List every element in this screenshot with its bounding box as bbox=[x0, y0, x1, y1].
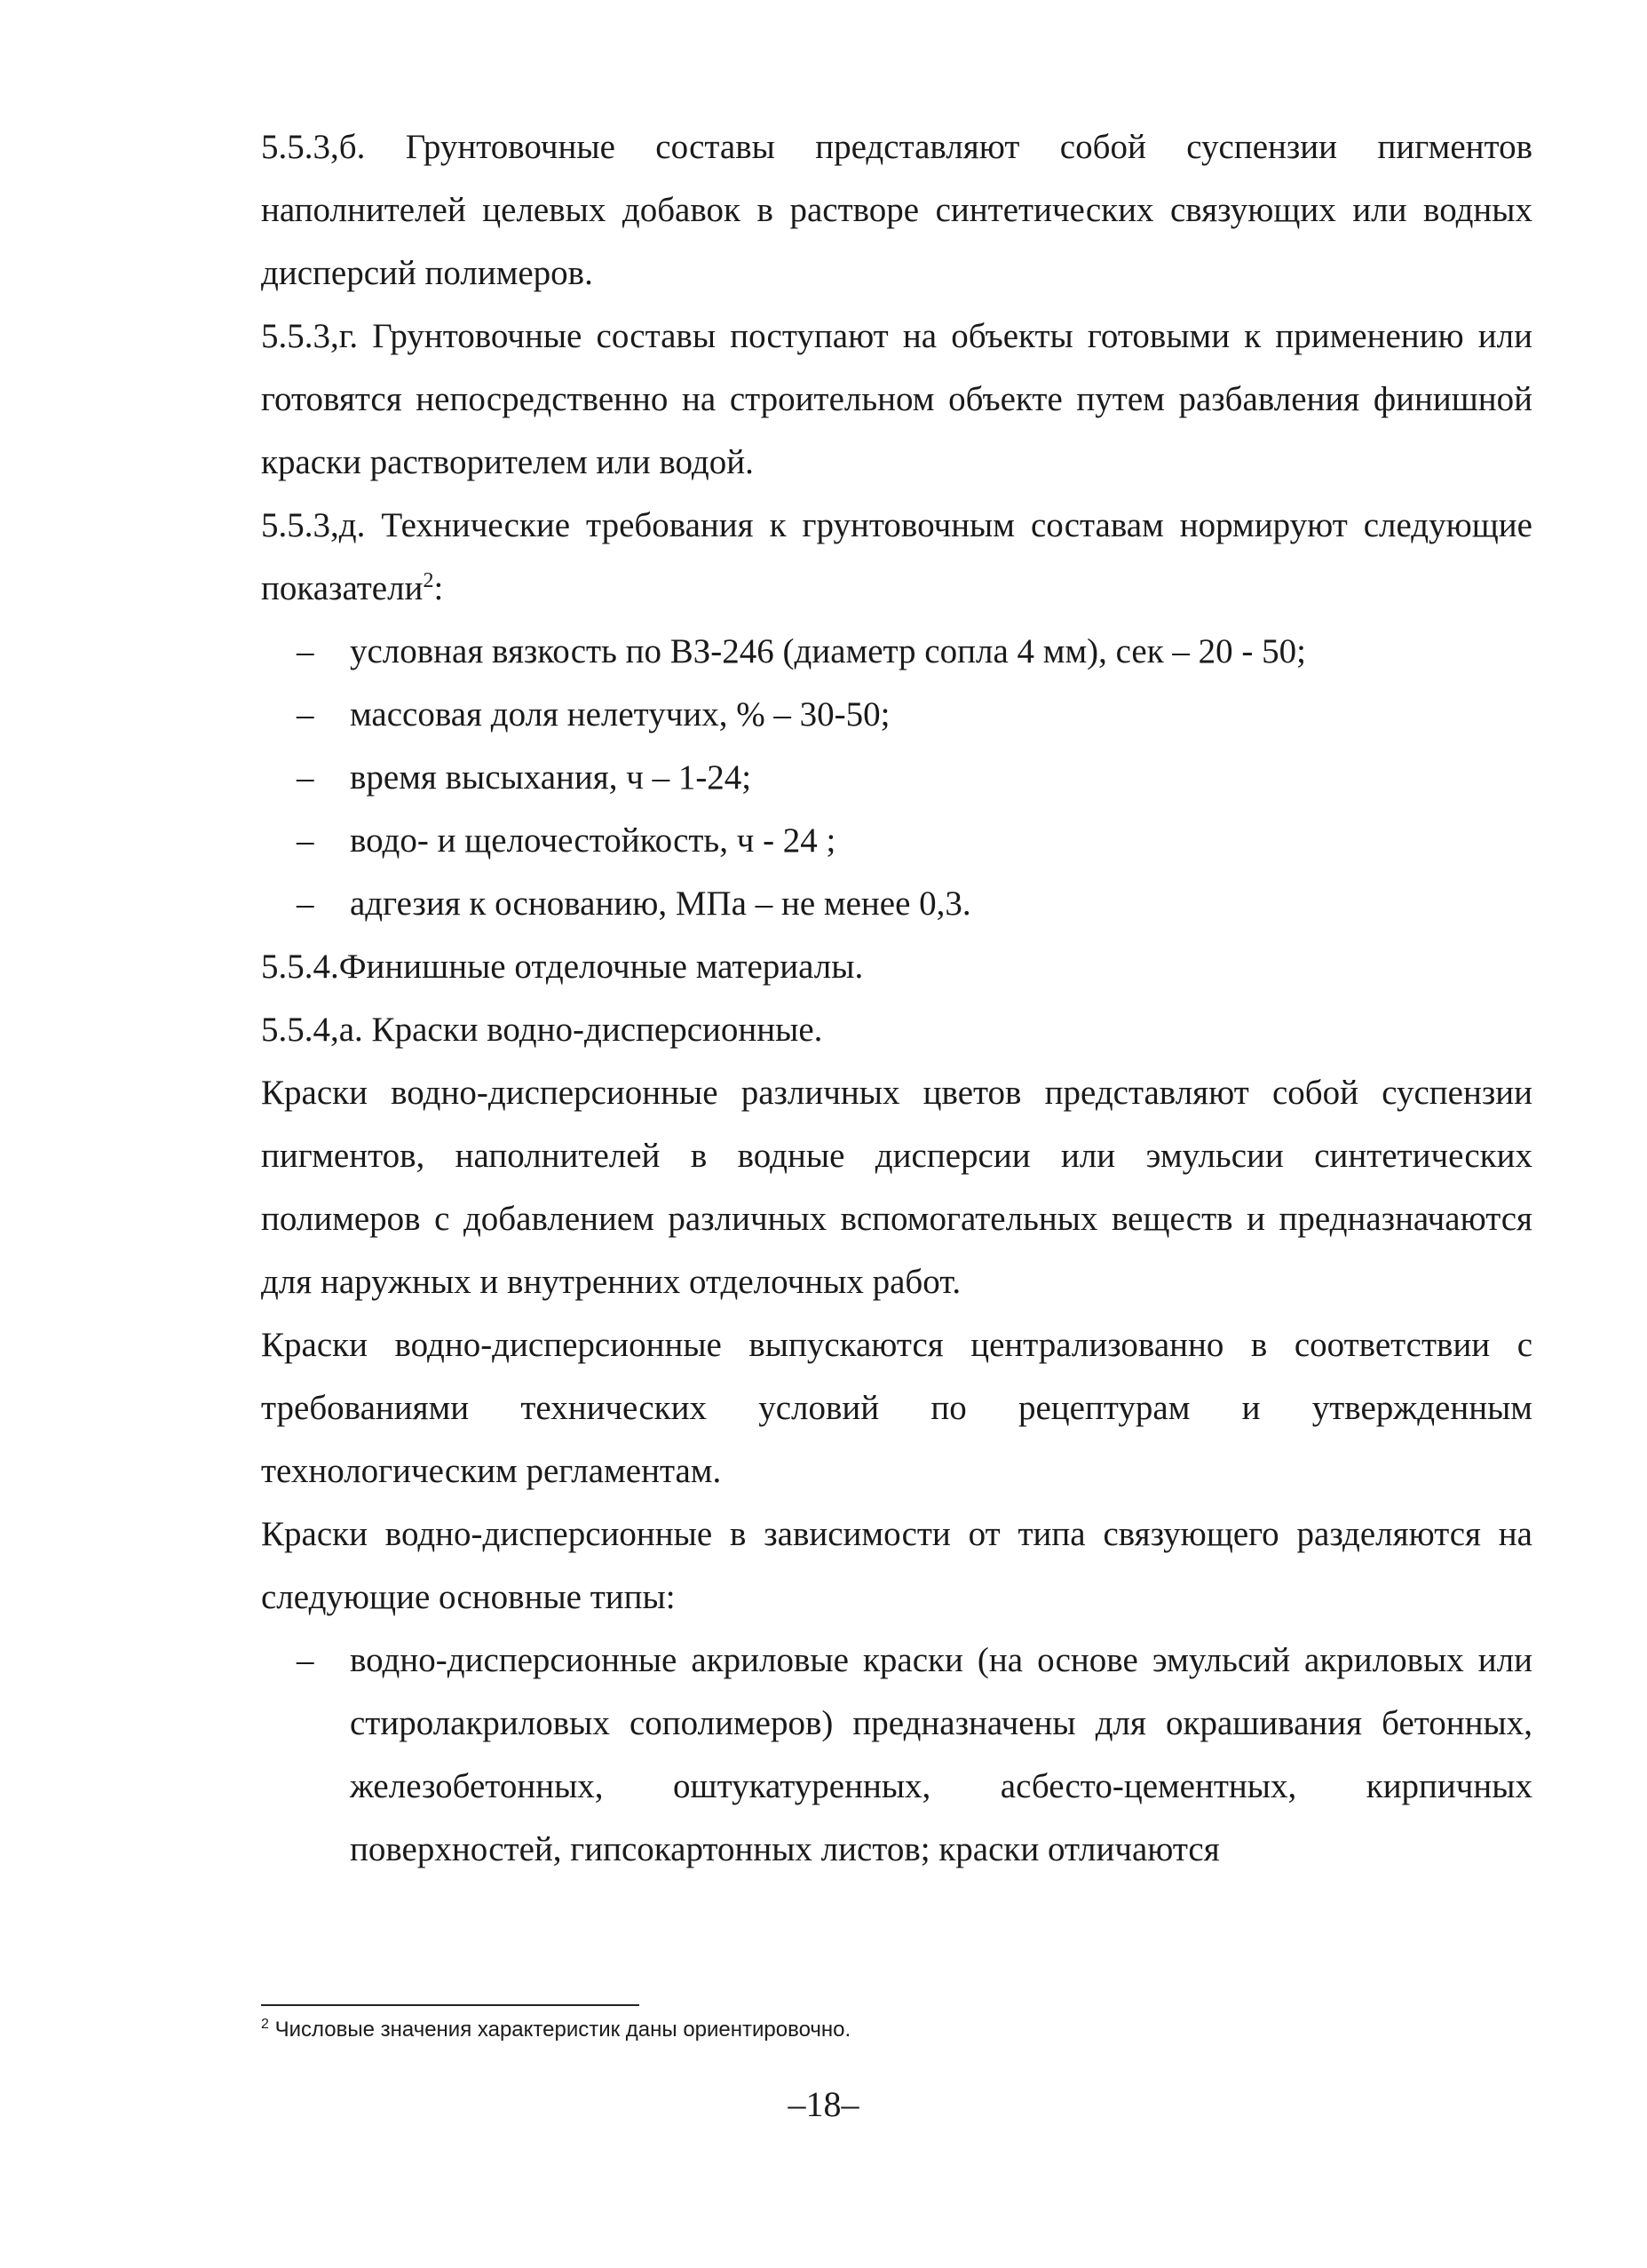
section-heading-5-5-4-a: 5.5.4,а. Краски водно-дисперсионные. bbox=[261, 1011, 823, 1049]
bullet-dash: – bbox=[297, 632, 314, 670]
body-text bbox=[261, 115, 1532, 1881]
list-item bbox=[261, 809, 1532, 872]
list-item-text: водо- и щелочестойкость, ч - 24 ; bbox=[350, 821, 836, 860]
list-item-text: массовая доля нелетучих, % – 30-50; bbox=[350, 695, 891, 734]
list-item bbox=[261, 620, 1532, 683]
list-item-text: условная вязкость по ВЗ-246 (диаметр сопла 4 мм), сек – 20 - 50; bbox=[350, 632, 1306, 670]
list-item bbox=[261, 872, 1532, 935]
paragraph-5-5-3-g: 5.5.3,г. Грунтовочные составы поступают на объекты готовыми к применению или готовятся непосредственно на строительном объекте путем разбавления финишной краски растворителем или водой. bbox=[261, 317, 1532, 481]
footnote-reference: 2 bbox=[423, 569, 434, 592]
list-item bbox=[261, 1629, 1532, 1881]
list-item bbox=[261, 746, 1532, 809]
bullet-dash: – bbox=[297, 695, 314, 734]
indicators-list bbox=[261, 620, 1532, 935]
footnote-separator bbox=[261, 2004, 639, 2006]
list-item-text: адгезия к основанию, МПа – не менее 0,3. bbox=[350, 884, 971, 923]
page-number: –18– bbox=[788, 2084, 859, 2124]
section-heading-5-5-4: 5.5.4.Финишные отделочные материалы. bbox=[261, 948, 864, 986]
paragraph-5-5-3-d-text: 5.5.3,д. Технические требования к грунтовочным составам нормируют следующие показатели bbox=[261, 506, 1532, 607]
bullet-dash: – bbox=[297, 821, 314, 860]
list-item-text: водно-дисперсионные акриловые краски (на основе эмульсий акриловых или стиролакриловых сополимеров) предназначены для окрашивания бетонных, железобетонных, оштукатуренных, асбесто-цементных, кирпичных поверхностей, гипсокартонных листов; краски отличаются bbox=[350, 1641, 1532, 1868]
paragraph-paints-description: Краски водно-дисперсионные различных цветов представляют собой суспензии пигментов, наполнителей в водные дисперсии или эмульсии синтетических полимеров с добавлением различных вспомогательных веществ и предназначаются для наружных и внутренних отделочных работ. bbox=[261, 1074, 1532, 1301]
bullet-dash: – bbox=[297, 884, 314, 923]
paint-types-list bbox=[261, 1629, 1532, 1881]
list-item-text: время высыхания, ч – 1-24; bbox=[350, 758, 752, 797]
paragraph-5-5-3-d bbox=[261, 494, 1532, 620]
footnote bbox=[261, 2014, 851, 2046]
footnote-number: 2 bbox=[261, 2017, 269, 2032]
paragraph-5-5-3-d-end: : bbox=[433, 569, 444, 607]
paragraph-paints-production: Краски водно-дисперсионные выпускаются централизованно в соответствии с требованиями технических условий по рецептурам и утвержденным технологическим регламентам. bbox=[261, 1326, 1532, 1490]
bullet-dash: – bbox=[297, 1641, 314, 1679]
list-item bbox=[261, 683, 1532, 746]
bullet-dash: – bbox=[297, 758, 314, 797]
paragraph-paints-types-intro: Краски водно-дисперсионные в зависимости от типа связующего разделяются на следующие основные типы: bbox=[261, 1515, 1532, 1616]
footnote-text: Числовые значения характеристик даны ориентировочно. bbox=[268, 2018, 851, 2042]
paragraph-5-5-3-b: 5.5.3,б. Грунтовочные составы представляют собой суспензии пигментов наполнителей целевых добавок в растворе синтетических связующих или водных дисперсий полимеров. bbox=[261, 128, 1532, 292]
